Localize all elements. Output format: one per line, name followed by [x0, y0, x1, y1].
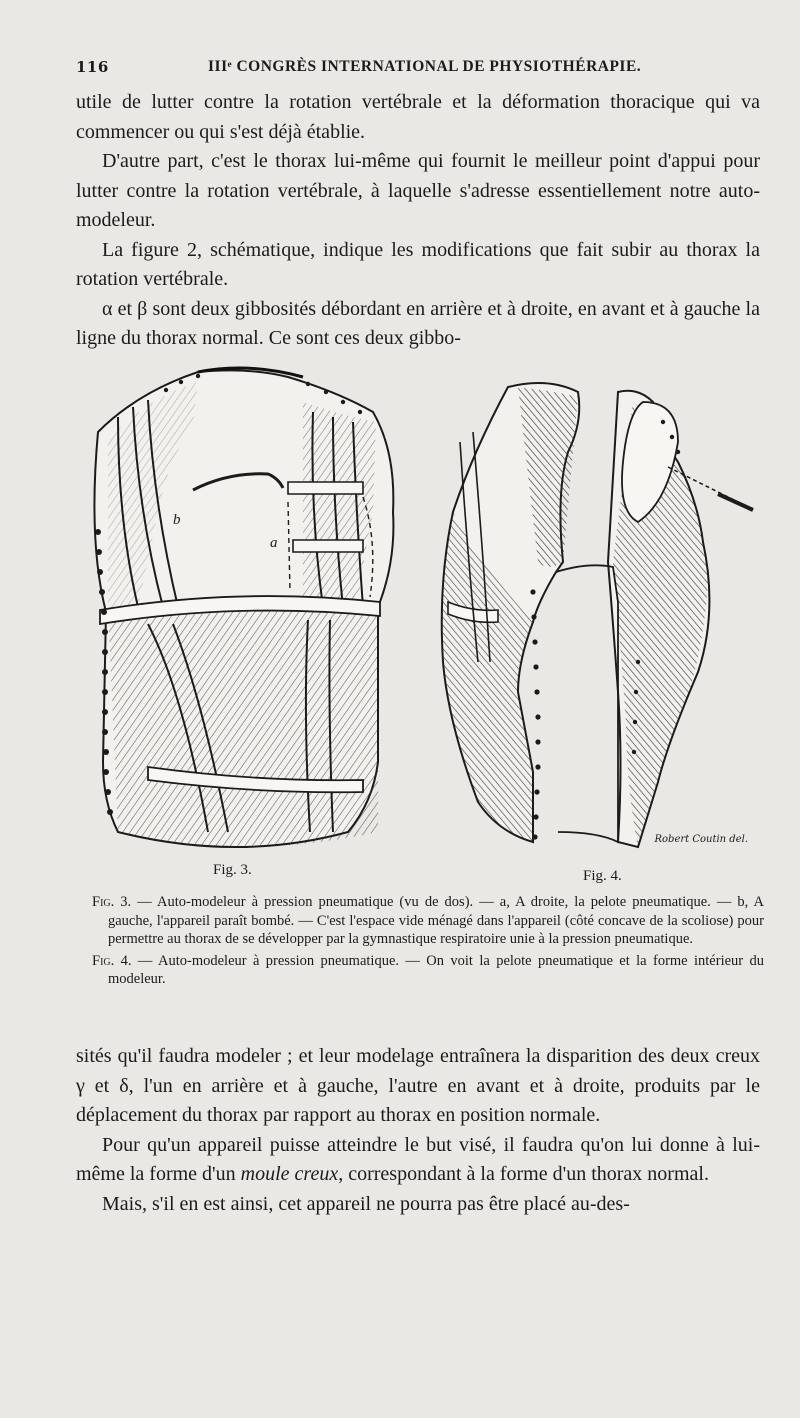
paragraph: sités qu'il faudra modeler ; et leur modelage entraînera la disparition des deux creux γ et δ, l'un en arrière et à gauche, l'autre en avant et à droite, produits par le déplacement du thorax par rapport au thorax en position normale. [76, 1045, 760, 1126]
fig4-drawing [442, 383, 753, 847]
page-number: 116 [76, 58, 109, 76]
figure-area [78, 362, 768, 892]
paragraph-part: Pour qu'un appareil puisse atteindre le but visé, il faudra qu'on lui donne à lui-même la forme d'un [76, 1133, 760, 1185]
figure-captions [92, 893, 764, 992]
paragraph: La figure 2, schématique, indique les modifications que fait subir au thorax la rotation vertébrale. [76, 238, 760, 290]
fig4-label: Fig. 4. [583, 868, 622, 884]
caption-fig3 [92, 893, 764, 949]
body-text-top [76, 88, 760, 354]
caption-fig3-head: Fig. 3. [92, 894, 132, 910]
paragraph [76, 1131, 760, 1190]
caption-fig4-head: Fig. 4. [92, 952, 132, 969]
caption-fig3-text: — Auto-modeleur à pression pneumatique (vu de dos). — a, A droite, la pelote pneumatique. — b, A gauche, l'appareil paraît bombé. — C'est l'espace vide ménagé dans l'appareil (côté concave de la scoliose) pour permettre au thorax de se développer par la gymnastique respiratoire unie à la pression pneumatique. [108, 894, 765, 947]
paragraph: utile de lutter contre la rotation vertébrale et la déformation thoracique qui va commencer ou qui s'est déjà établie. [76, 91, 760, 143]
paragraph: D'autre part, c'est le thorax lui-même qui fournit le meilleur point d'appui pour lutter contre la rotation vertébrale, à laquelle s'adresse essentiellement notre auto-modeleur. [76, 150, 760, 231]
corset-illustration [78, 362, 768, 892]
illustrator-signature: Robert Coutin del. [654, 834, 748, 845]
paragraph: Mais, s'il en est ainsi, cet appareil ne pourra pas être placé au-des- [102, 1192, 630, 1215]
label-a: a [270, 535, 278, 551]
label-b: b [173, 512, 181, 528]
running-title: IIIᵉ CONGRÈS INTERNATIONAL DE PHYSIOTHÉRAPIE. [208, 58, 642, 75]
fig3-drawing [94, 368, 393, 847]
caption-fig4 [92, 952, 764, 989]
italic-term: moule creux [240, 1163, 339, 1185]
fig3-label: Fig. 3. [213, 862, 252, 878]
paragraph: α et β sont deux gibbosités débordant en arrière et à droite, en avant et à gauche la ligne du thorax normal. Ce sont ces deux gibbo- [76, 297, 760, 349]
paragraph-part: , correspondant à la forme d'un thorax normal. [338, 1163, 709, 1185]
caption-fig4-text: — Auto-modeleur à pression pneumatique. — On voit la pelote pneumatique et la forme intérieur du modeleur. [108, 952, 764, 987]
body-text-bottom [76, 1042, 760, 1219]
